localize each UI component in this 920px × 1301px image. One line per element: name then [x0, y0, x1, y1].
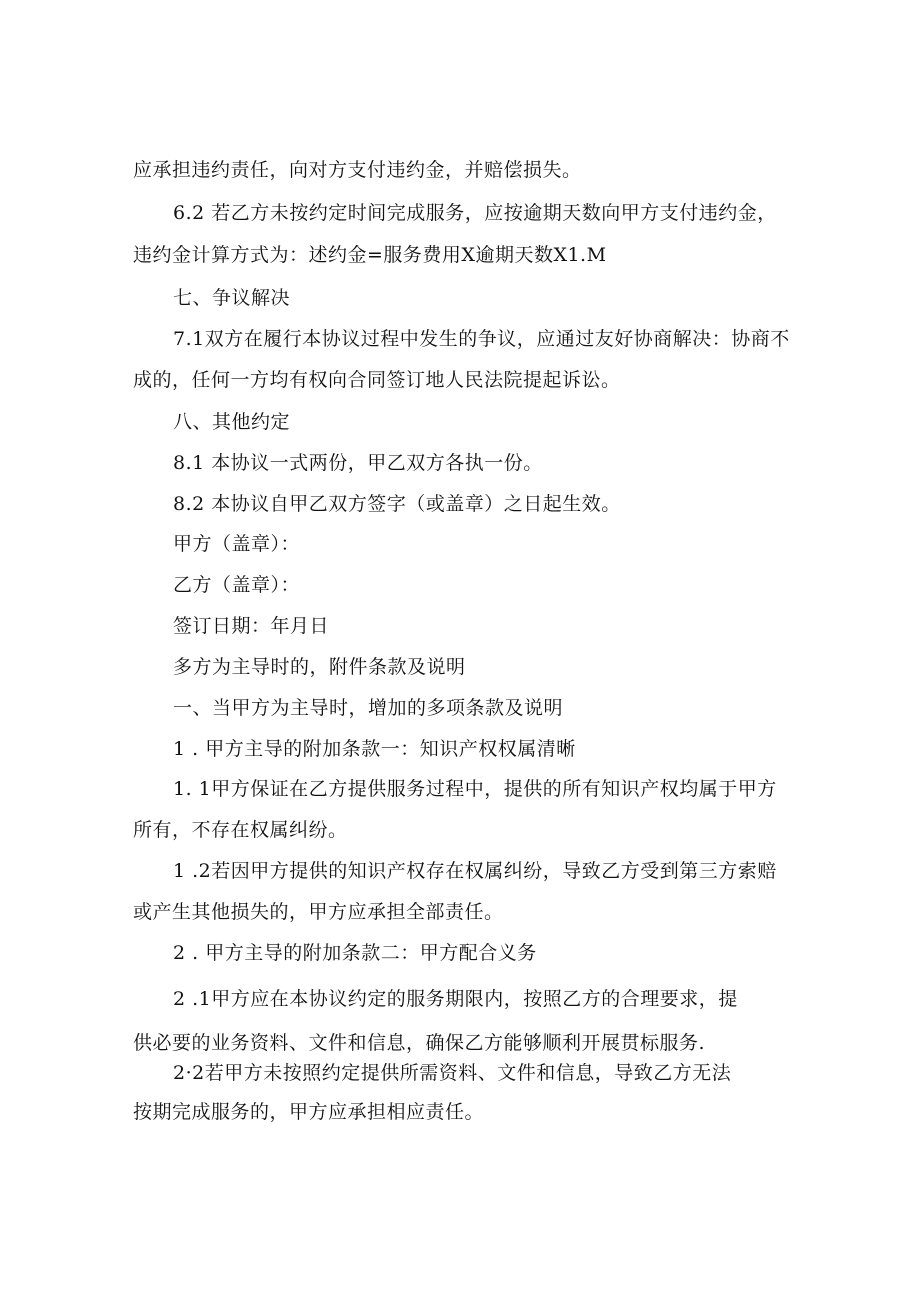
clause-heading: 1 . 甲方主导的附加条款一：知识产权权属清晰 — [173, 738, 576, 760]
paragraph-line: 7.1双方在履行本协议过程中发生的争议，应通过友好协商解决：协商不 — [173, 328, 790, 350]
paragraph-line: 成的，任何一方均有权向合同签订地人民法院提起诉讼。 — [133, 369, 621, 391]
paragraph-line: 1 .2若因甲方提供的知识产权存在权属纠纷，导致乙方受到第三方索赔 — [173, 860, 777, 882]
signature-line-party-a: 甲方（盖章）： — [173, 533, 301, 555]
signing-date-line: 签订日期：年月日 — [173, 615, 330, 637]
section-heading: 八、其他约定 — [173, 411, 291, 433]
paragraph-line: 6.2 若乙方未按约定时间完成服务，应按逾期天数向甲方支付违约金， — [173, 202, 777, 224]
section-heading: 七、争议解决 — [173, 287, 291, 309]
paragraph-line: 所有，不存在权属纠纷。 — [133, 819, 348, 841]
paragraph-line: 应承担违约责任，向对方支付违约金，并赔偿损失。 — [133, 159, 582, 181]
paragraph-line: 违约金计算方式为：述约金=服务费用X逾期天数X1.M — [133, 244, 607, 266]
signature-line-party-b: 乙方（盖章）： — [173, 574, 301, 596]
paragraph-line: 1. 1甲方保证在乙方提供服务过程中，提供的所有知识产权均属于甲方 — [173, 778, 777, 800]
paragraph-line: 供必要的业务资料、文件和信息，确保乙方能够顺利开展贯标服务. — [133, 1032, 706, 1054]
paragraph-line: 或产生其他损失的，甲方应承担全部责任。 — [133, 901, 504, 923]
paragraph-line: 2 .1甲方应在本协议约定的服务期限内，按照乙方的合理要求，提 — [173, 988, 738, 1010]
paragraph-line: 8.2 本协议自甲乙双方签字（或盖章）之日起生效。 — [173, 493, 621, 515]
paragraph-line: 2·2若甲方未按照约定提供所需资料、文件和信息，导致乙方无法 — [173, 1062, 732, 1084]
clause-heading: 2 . 甲方主导的附加条款二：甲方配合义务 — [173, 942, 537, 964]
paragraph-line: 8.1 本协议一式两份，甲乙双方各执一份。 — [173, 452, 543, 474]
paragraph-line: 按期完成服务的，甲方应承担相应责任。 — [133, 1101, 485, 1123]
appendix-title: 多方为主导时的，附件条款及说明 — [173, 656, 466, 678]
section-heading: 一、当甲方为主导时，增加的多项条款及说明 — [173, 697, 564, 719]
